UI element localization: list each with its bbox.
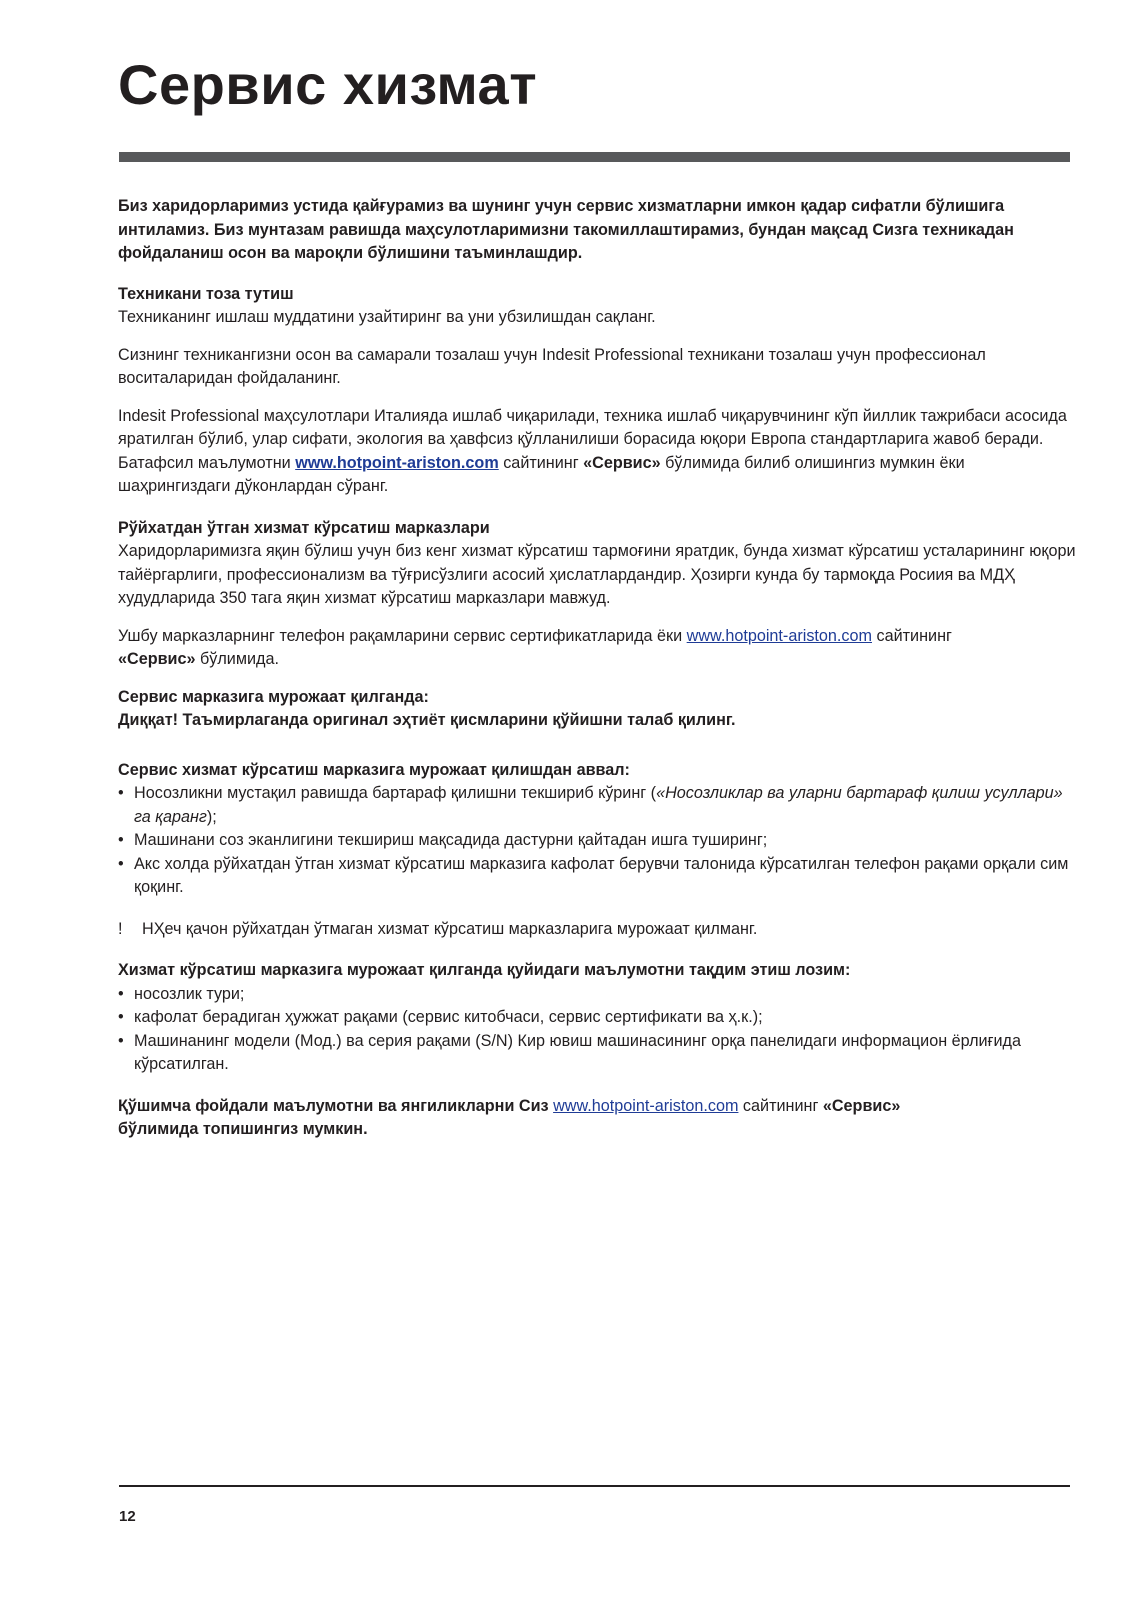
centers-text: Ушбу марказларнинг телефон рақамларини сервис сертификатларида ёки — [118, 626, 687, 645]
title-divider — [119, 152, 1070, 162]
website-link[interactable]: www.hotpoint-ariston.com — [553, 1096, 739, 1115]
original-parts-warning: Диққат! Таъмирлаганда оригинал эҳтиёт қисмларини қўйишни талаб қилинг. — [118, 711, 736, 729]
info-list — [118, 983, 1078, 1077]
service-label: «Сервис» — [822, 1096, 901, 1115]
centers-text: сайтининг — [872, 626, 952, 645]
warning-note — [118, 918, 1078, 942]
service-label: «Сервис» — [583, 453, 661, 472]
website-link[interactable]: www.hotpoint-ariston.com — [686, 626, 872, 645]
care-heading: Техникани тоза тутиш — [118, 284, 294, 303]
care-text: бўлимида билиб олишингиз мумкин ёки шаҳрингиздаги дўконлардан сўранг. — [118, 453, 965, 495]
before-heading: Сервис хизмат кўрсатиш марказига мурожаат қилишдан аввал: — [118, 760, 630, 779]
info-section — [118, 959, 1078, 1077]
contact-section — [118, 686, 1078, 733]
care-text: Indesit Professional маҳсулотлари Италияда ишлаб чиқарилади, техника ишлаб чиқарувчининг кўп йиллик тажрибаси асосида яратилган бўлиб, улар сифати, экология ва ҳавфсиз қўлланилиши борасида юқори Европа стандартларига жавоб беради. Батафсил маълумотни — [118, 406, 1067, 472]
before-list — [118, 782, 1078, 900]
care-paragraph-3 — [118, 405, 1078, 499]
care-section — [118, 283, 1078, 499]
info-heading: Хизмат кўрсатиш марказига мурожаат қилганда қуйидаги маълумотни тақдим этиш лозим: — [118, 961, 851, 979]
centers-heading: Рўйхатдан ўтган хизмат кўрсатиш марказлари — [118, 518, 490, 537]
spacer — [118, 733, 1078, 759]
closing-text: сайтининг — [738, 1096, 823, 1115]
closing-text: бўлимида топишингиз мумкин. — [118, 1120, 368, 1138]
list-text: ); — [206, 807, 217, 826]
centers-paragraph-1: Харидорларимизга яқин бўлиш учун биз кенг хизмат кўрсатиш тармоғини яратдик, бунда хизмат кўрсатиш усталарининг юқори тайёргарлиги, профессионализм ва тўғрисўзлиги асосий ҳислатлардандир. Ҳозирги кунда бу тармоқда Росиия ва МДҲ худудларида 350 тага яқин хизмат кўрсатиш марказлари мавжуд. — [118, 542, 1076, 607]
service-label: «Сервис» — [118, 650, 196, 668]
contact-heading: Сервис марказига мурожаат қилганда: — [118, 687, 429, 706]
page-title: Сервис хизмат — [118, 53, 538, 116]
closing-paragraph — [118, 1095, 1078, 1142]
list-item: • кафолат берадиган ҳужжат рақами (сервис китобчаси, сервис сертификати ва ҳ.к.); — [118, 1006, 1078, 1030]
document-body — [118, 195, 1078, 1142]
care-paragraph-1: Техниканинг ишлаш муддатини узайтиринг ва уни убзилишдан сақланг. — [118, 308, 656, 326]
page-number: 12 — [119, 1508, 136, 1525]
exclamation-icon: ! — [118, 919, 123, 938]
footer-divider — [119, 1485, 1070, 1487]
closing-text: Қўшимча фойдали маълумотни ва янгиликларни Сиз — [118, 1096, 554, 1115]
troubleshooting-reference: «Носозликлар ва уларни бартараф қилиш усуллари» га қаранг — [134, 784, 1063, 826]
intro-paragraph: Биз харидорларимиз устида қайғурамиз ва шунинг учун сервис хизматларни имкон қадар сифатли бўлишига интиламиз. Биз мунтазам равишда маҳсулотларимизни такомиллаштирамиз, бундан мақсад Сизга техникадан фойдаланиш осон ва мароқли бўлишини таъминлашдир. — [118, 197, 1014, 262]
list-item: • Акс холда рўйхатдан ўтган хизмат кўрсатиш марказига кафолат берувчи талонида кўрсатилган телефон рақами орқали сим қоқинг. — [118, 853, 1078, 900]
centers-section — [118, 517, 1078, 672]
warning-text: НҲеч қачон рўйхатдан ўтмаган хизмат кўрсатиш марказларига мурожаат қилманг. — [142, 919, 758, 938]
before-contact-section — [118, 759, 1078, 942]
care-paragraph-2: Сизнинг техникангизни осон ва самарали тозалаш учун Indesit Professional техникани тозалаш учун профессионал воситаларидан фойдаланинг. — [118, 345, 986, 387]
list-item: • Машинанинг модели (Мод.) ва серия рақами (S/N) Кир ювиш машинасининг орқа панелидаги информацион ёрлиғида кўрсатилган. — [118, 1030, 1078, 1077]
list-item — [118, 782, 1078, 829]
website-link[interactable]: www.hotpoint-ariston.com — [295, 453, 499, 472]
centers-text: бўлимида. — [195, 650, 279, 668]
list-text: Носозликни мустақил равишда бартараф қилишни текшириб кўринг ( — [134, 784, 657, 802]
centers-paragraph-2 — [118, 625, 1078, 672]
list-item: • Машинани соз эканлигини текшириш мақсадида дастурни қайтадан ишга туширинг; — [118, 829, 1078, 853]
care-text: сайтининг — [498, 453, 584, 472]
list-item: • носозлик тури; — [118, 983, 1078, 1007]
